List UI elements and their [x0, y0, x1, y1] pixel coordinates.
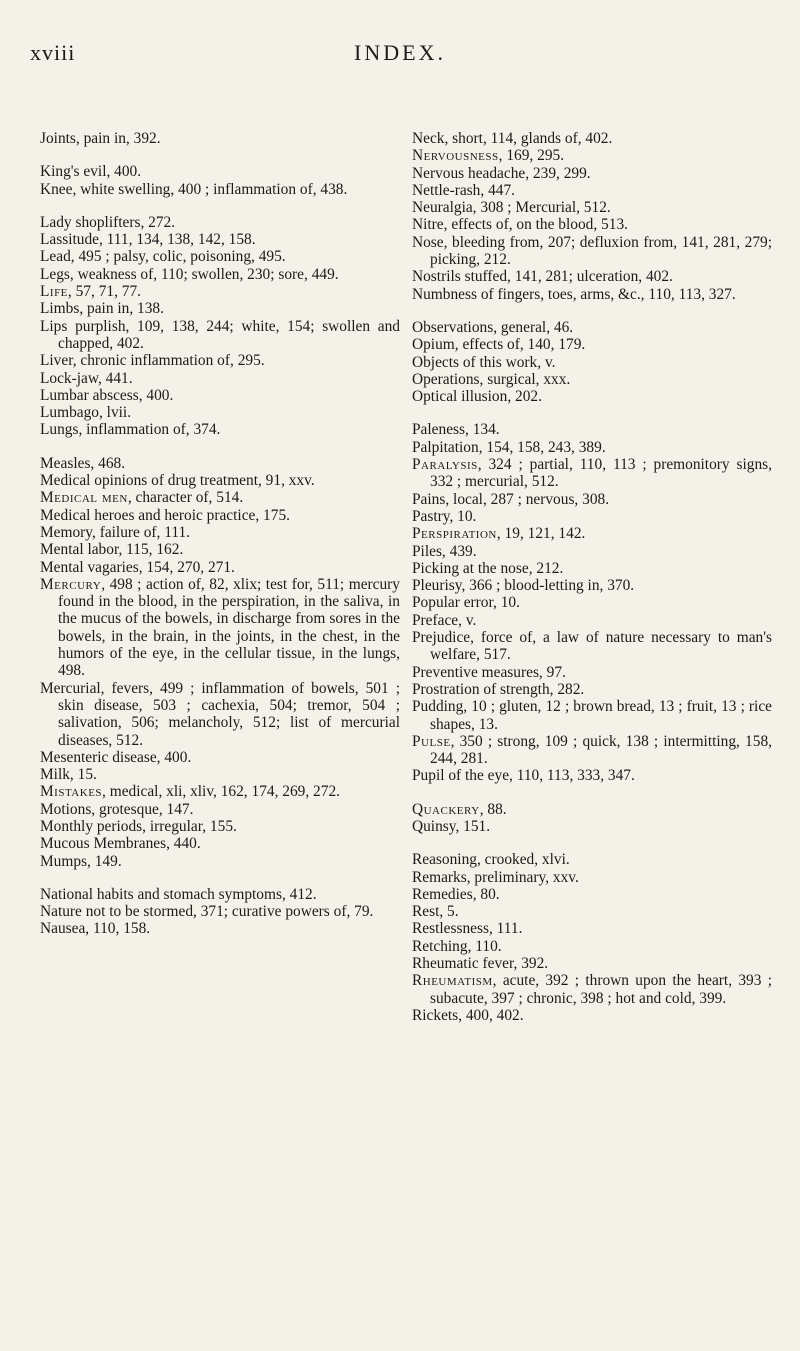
- index-entry-text: Pains, local, 287 ; nervous, 308.: [412, 490, 610, 508]
- index-entry-headword: Medical men: [40, 489, 128, 507]
- index-entry: [412, 801, 772, 818]
- index-entry: [40, 818, 400, 835]
- index-entry-text: Pleurisy, 366 ; blood-letting in, 370.: [412, 577, 635, 595]
- letter-section-gap: [40, 147, 400, 163]
- index-entry: [412, 938, 772, 955]
- index-entry-text: , character of, 514.: [127, 489, 244, 507]
- index-entry: [412, 577, 772, 594]
- index-entry: [40, 214, 400, 231]
- index-entry: [412, 698, 772, 733]
- index-entry-headword: Mercury: [40, 575, 102, 593]
- index-entry: [40, 404, 400, 421]
- index-entry-text: Preface, v.: [412, 611, 477, 629]
- index-entry: [40, 181, 400, 198]
- index-entry-text: Joints, pain in, 392.: [40, 130, 161, 147]
- index-entry-text: Mental labor, 115, 162.: [40, 541, 184, 559]
- index-entry: [412, 371, 772, 388]
- index-entry-text: National habits and stomach symptoms, 412.: [40, 885, 317, 903]
- index-entry-text: Numbness of fingers, toes, arms, &c., 110, 113, 327.: [412, 285, 736, 303]
- index-entry-text: Optical illusion, 202.: [412, 388, 542, 406]
- index-entry-headword: Perspiration: [412, 525, 497, 543]
- index-entry-text: Picking at the nose, 212.: [412, 559, 564, 577]
- index-entry-headword: Pulse: [412, 732, 451, 750]
- page-header: [0, 40, 800, 70]
- index-entry-text: Monthly periods, irregular, 155.: [40, 817, 237, 835]
- index-entry: [412, 594, 772, 611]
- index-entry-text: King's evil, 400.: [40, 163, 142, 181]
- index-entry: [412, 612, 772, 629]
- index-entry: [40, 783, 400, 800]
- index-entry-text: Nose, bleeding from, 207; defluxion from, 141, 281, 279; picking, 212.: [412, 233, 772, 269]
- index-entry: [40, 903, 400, 920]
- page-title: INDEX.: [354, 40, 446, 65]
- index-entry-text: Prejudice, force of, a law of nature necessary to man's welfare, 517.: [412, 629, 772, 664]
- index-entry: [40, 231, 400, 248]
- index-entry-text: , 169, 295.: [498, 147, 565, 165]
- letter-section-gap: [412, 405, 772, 421]
- index-entry: [40, 920, 400, 937]
- index-entry-text: Medical opinions of drug treatment, 91, xxv.: [40, 472, 315, 490]
- index-entry: [412, 456, 772, 491]
- index-entry: [412, 439, 772, 456]
- letter-section-gap: [40, 198, 400, 214]
- index-entry-text: Mental vagaries, 154, 270, 271.: [40, 558, 235, 576]
- index-entry-text: Lassitude, 111, 134, 138, 142, 158.: [40, 231, 256, 249]
- index-entry: [40, 266, 400, 283]
- index-entry-text: Neck, short, 114, glands of, 402.: [412, 130, 613, 147]
- index-entry: [412, 920, 772, 937]
- index-column-left: [40, 130, 400, 938]
- index-entry: [40, 370, 400, 387]
- index-entry-headword: Paralysis: [412, 456, 478, 474]
- index-entry-text: Lead, 495 ; palsy, colic, poisoning, 495.: [40, 248, 286, 266]
- index-entry-headword: Quackery: [412, 800, 480, 818]
- index-entry-text: Rest, 5.: [412, 903, 459, 921]
- index-entry: [40, 801, 400, 818]
- index-entry-text: Limbs, pain in, 138.: [40, 300, 164, 318]
- index-entry: [40, 421, 400, 438]
- index-entry: [40, 524, 400, 541]
- index-entry: [40, 835, 400, 852]
- index-entry-text: Mercurial, fevers, 499 ; inflammation of bowels, 501 ; skin disease, 503 ; cachexia, 504; tremor, 504 ; salivation, 506; melancholy, 512; list of mercurial diseases, 512.: [40, 679, 400, 749]
- index-entry-text: Preventive measures, 97.: [412, 663, 566, 681]
- index-entry-text: Motions, grotesque, 147.: [40, 800, 194, 818]
- index-entry-text: Lock-jaw, 441.: [40, 369, 133, 387]
- index-entry: [40, 352, 400, 369]
- index-entry: [412, 664, 772, 681]
- index-entry-text: Nostrils stuffed, 141, 281; ulceration, 402.: [412, 268, 673, 286]
- index-entry-headword: Nervousness: [412, 147, 499, 165]
- index-entry-text: , 19, 121, 142.: [496, 525, 586, 543]
- index-entry: [40, 455, 400, 472]
- index-entry: [40, 130, 400, 147]
- index-entry-text: Memory, failure of, 111.: [40, 523, 191, 541]
- page-number: xviii: [30, 40, 76, 65]
- index-entry-text: Nervous headache, 239, 299.: [412, 164, 591, 182]
- index-entry: [412, 508, 772, 525]
- index-entry-text: Opium, effects of, 140, 179.: [412, 336, 586, 354]
- index-entry: [412, 767, 772, 784]
- letter-section-gap: [412, 785, 772, 801]
- index-entry: [40, 248, 400, 265]
- letter-section-gap: [412, 303, 772, 319]
- index-entry-text: Milk, 15.: [40, 766, 97, 784]
- index-entry: [40, 300, 400, 317]
- index-entry: [412, 336, 772, 353]
- index-entry: [412, 319, 772, 336]
- index-entry-text: Lady shoplifters, 272.: [40, 213, 176, 231]
- index-entry: [40, 853, 400, 870]
- index-entry: [412, 421, 772, 438]
- index-entry: [412, 972, 772, 1007]
- index-entry: [412, 525, 772, 542]
- index-entry-text: Observations, general, 46.: [412, 318, 574, 336]
- index-entry: [412, 388, 772, 405]
- index-entry: [412, 818, 772, 835]
- index-entry: [412, 955, 772, 972]
- index-entry: [40, 680, 400, 749]
- index-entry: [40, 489, 400, 506]
- index-entry-headword: Mistakes: [40, 783, 103, 801]
- index-entry-headword: Rheumatism: [412, 972, 493, 990]
- index-entry: [412, 216, 772, 233]
- index-entry: [40, 541, 400, 558]
- index-entry: [412, 543, 772, 560]
- index-column-right: [412, 130, 772, 1024]
- index-entry-text: Nettle-rash, 447.: [412, 181, 516, 199]
- index-entry-text: , 350 ; strong, 109 ; quick, 138 ; intermitting, 158, 244, 281.: [430, 732, 772, 768]
- index-entry-text: Remedies, 80.: [412, 885, 500, 903]
- index-entry-text: Pudding, 10 ; gluten, 12 ; brown bread, 13 ; fruit, 13 ; rice shapes, 13.: [412, 698, 772, 733]
- index-entry-text: , 88.: [479, 800, 507, 818]
- index-entry: [412, 130, 772, 147]
- letter-section-gap: [40, 870, 400, 886]
- index-entry-headword: Life: [40, 283, 68, 301]
- index-entry: [412, 733, 772, 768]
- index-entry: [412, 903, 772, 920]
- letter-section-gap: [40, 439, 400, 455]
- index-entry: [412, 851, 772, 868]
- index-entry-text: Nature not to be stormed, 371; curative powers of, 79.: [40, 903, 374, 921]
- index-entry: [412, 268, 772, 285]
- index-entry-text: Piles, 439.: [412, 542, 477, 560]
- index-entry-text: Lumbar abscess, 400.: [40, 386, 174, 404]
- index-entry-text: Neuralgia, 308 ; Mercurial, 512.: [412, 199, 611, 217]
- index-entry-text: Restlessness, 111.: [412, 920, 523, 938]
- index-entry-text: Mumps, 149.: [40, 852, 122, 870]
- index-entry: [412, 629, 772, 664]
- index-entry: [40, 507, 400, 524]
- index-entry-text: , 498 ; action of, 82, xlix; test for, 511; mercury found in the blood, in the perspiration, in the saliva, in the mucus of the bowels, in discharge from sores in the bowels, in the brain, in the joints, in the chest, in the humors of the eye, in the cellular tissue, in the lungs, 498.: [58, 575, 400, 680]
- index-entry: [412, 147, 772, 164]
- index-entry-text: Pupil of the eye, 110, 113, 333, 347.: [412, 767, 635, 785]
- index-entry: [412, 199, 772, 216]
- index-entry: [40, 318, 400, 353]
- index-entry: [40, 749, 400, 766]
- index-entry-text: Retching, 110.: [412, 937, 502, 955]
- index-entry: [412, 165, 772, 182]
- index-entry-text: Legs, weakness of, 110; swollen, 230; sore, 449.: [40, 265, 339, 283]
- index-entry: [412, 886, 772, 903]
- letter-section-gap: [412, 835, 772, 851]
- index-entry: [412, 681, 772, 698]
- index-entry-text: Rickets, 400, 402.: [412, 1006, 524, 1024]
- index-entry: [412, 869, 772, 886]
- index-entry: [40, 559, 400, 576]
- index-entry: [412, 234, 772, 269]
- index-entry: [40, 163, 400, 180]
- index-entry-text: Measles, 468.: [40, 454, 126, 472]
- index-entry-text: Remarks, preliminary, xxv.: [412, 868, 579, 886]
- index-entry-text: Palpitation, 154, 158, 243, 389.: [412, 438, 606, 456]
- index-entry: [412, 560, 772, 577]
- index-entry-text: Knee, white swelling, 400 ; inflammation of, 438.: [40, 180, 348, 198]
- index-entry-text: Mucous Membranes, 440.: [40, 835, 201, 853]
- index-entry-text: Reasoning, crooked, xlvi.: [412, 851, 570, 869]
- index-entry-text: Popular error, 10.: [412, 594, 520, 612]
- index-entry-text: , medical, xli, xliv, 162, 174, 269, 272.: [102, 783, 340, 801]
- index-entry: [40, 472, 400, 489]
- index-entry: [40, 387, 400, 404]
- index-entry-text: Medical heroes and heroic practice, 175.: [40, 506, 290, 524]
- index-entry: [412, 491, 772, 508]
- index-entry: [40, 886, 400, 903]
- index-entry-text: Operations, surgical, xxx.: [412, 370, 571, 388]
- index-entry-text: Lungs, inflammation of, 374.: [40, 421, 221, 439]
- index-entry-text: Pastry, 10.: [412, 507, 477, 525]
- index-entry-text: Objects of this work, v.: [412, 353, 556, 371]
- index-entry-text: , 57, 71, 77.: [67, 283, 142, 301]
- index-entry: [40, 576, 400, 680]
- index-entry-text: Prostration of strength, 282.: [412, 680, 585, 698]
- index-entry: [412, 182, 772, 199]
- index-entry: [40, 766, 400, 783]
- index-entry: [40, 283, 400, 300]
- index-entry: [412, 354, 772, 371]
- index-entry-text: Lumbago, lvii.: [40, 404, 132, 422]
- index-entry-text: Mesenteric disease, 400.: [40, 748, 192, 766]
- index-entry: [412, 1007, 772, 1024]
- index-entry-text: Quinsy, 151.: [412, 817, 491, 835]
- index-entry-text: Paleness, 134.: [412, 421, 500, 439]
- index-entry-text: Nausea, 110, 158.: [40, 920, 151, 938]
- index-entry-text: Lips purplish, 109, 138, 244; white, 154; swollen and chapped, 402.: [40, 317, 400, 352]
- index-entry-text: , 324 ; partial, 110, 113 ; premonitory signs, 332 ; mercurial, 512.: [430, 456, 772, 491]
- index-entry-text: Rheumatic fever, 392.: [412, 955, 549, 973]
- index-entry-text: Liver, chronic inflammation of, 295.: [40, 352, 265, 370]
- index-entry: [412, 286, 772, 303]
- index-entry-text: Nitre, effects of, on the blood, 513.: [412, 216, 628, 234]
- index-entry-text: , acute, 392 ; thrown upon the heart, 393 ; subacute, 397 ; chronic, 398 ; hot and cold, 399.: [430, 972, 772, 1007]
